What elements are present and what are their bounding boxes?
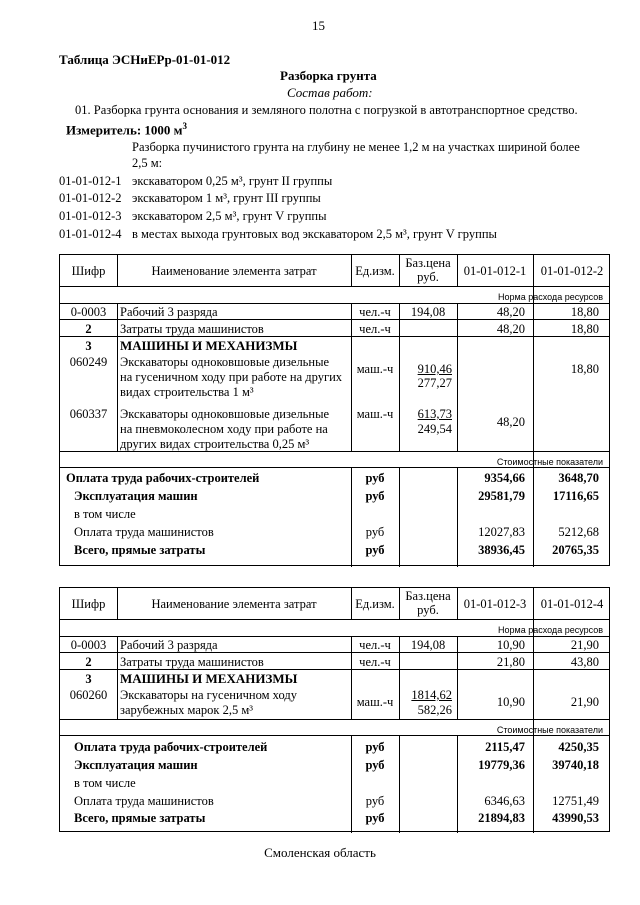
summary-unit: руб xyxy=(365,543,385,557)
resource-table-1 xyxy=(59,254,610,566)
row-value-1: 48,20 xyxy=(496,305,525,319)
row-code: 060260 xyxy=(69,688,108,702)
header-col-1: 01-01-012-3 xyxy=(463,597,527,611)
summary-value-2: 3648,70 xyxy=(558,471,599,485)
row-unit: маш.-ч xyxy=(356,362,394,376)
row-price: 194,08 xyxy=(410,305,446,319)
summary-label: Оплата труда рабочих-строителей xyxy=(74,740,268,754)
meter xyxy=(66,121,187,138)
header-price-l2: руб. xyxy=(417,270,439,284)
header-code: Шифр xyxy=(71,597,106,611)
row-name-line: на пневмоколесном ходу при работе на xyxy=(120,422,328,436)
row-unit: чел.-ч xyxy=(359,305,391,319)
summary-value-2: 39740,18 xyxy=(552,758,599,772)
summary-value-2: 5212,68 xyxy=(558,525,599,539)
row-price-bottom: 582,26 xyxy=(417,703,452,717)
summary-unit: руб xyxy=(365,525,385,539)
row-value-1: 10,90 xyxy=(496,695,525,709)
row-name-line: зарубежных марок 2,5 м³ xyxy=(120,703,253,717)
summary-label: в том числе xyxy=(74,507,136,521)
row-value-2: 18,80 xyxy=(570,362,599,376)
summary-value-2: 20765,35 xyxy=(552,543,599,557)
page-number: 15 xyxy=(312,18,325,33)
summary-label: Эксплуатация машин xyxy=(74,489,198,503)
summary-label: Оплата труда машинистов xyxy=(74,794,214,808)
summary-value-2: 4250,35 xyxy=(558,740,599,754)
meter-text: Измеритель: 1000 м xyxy=(66,122,183,138)
norm-label: Норма расхода ресурсов xyxy=(498,625,603,635)
header-price-l1: Баз.цена xyxy=(405,256,451,270)
header-unit: Ед.изм. xyxy=(355,264,395,278)
summary-value-2: 12751,49 xyxy=(552,794,599,808)
row-name-line: Экскаваторы одноковшовые дизельные xyxy=(120,355,330,369)
row-name: Затраты труда машинистов xyxy=(120,655,264,669)
summary-label: Оплата труда машинистов xyxy=(74,525,214,539)
row-name: Рабочий 3 разряда xyxy=(120,638,218,652)
variant-code: 01-01-012-2 xyxy=(59,191,122,205)
variant-text: экскаватором 1 м³, грунт III группы xyxy=(132,191,321,205)
row-code: 060249 xyxy=(69,355,108,369)
summary-value-1: 21894,83 xyxy=(478,811,525,825)
variant-text: экскаватором 2,5 м³, грунт V группы xyxy=(132,209,327,223)
summary-unit: руб xyxy=(365,811,385,825)
row-price-top: 613,73 xyxy=(417,407,452,421)
row-name: МАШИНЫ И МЕХАНИЗМЫ xyxy=(120,671,298,686)
row-name: Затраты труда машинистов xyxy=(120,322,264,336)
summary-value-1: 29581,79 xyxy=(478,489,525,503)
header-name: Наименование элемента затрат xyxy=(151,264,317,278)
cost-label: Стоимостные показатели xyxy=(496,457,603,467)
row-code: 2 xyxy=(85,655,92,669)
row-code: 0-0003 xyxy=(70,638,107,652)
summary-value-1: 9354,66 xyxy=(484,471,525,485)
row-name-line: на гусеничном ходу при работе на других xyxy=(120,370,343,384)
header-price-l1: Баз.цена xyxy=(405,589,451,603)
row-price-top: 910,46 xyxy=(417,362,452,376)
row-unit: чел.-ч xyxy=(359,322,391,336)
summary-label: Всего, прямые затраты xyxy=(74,811,206,825)
summary-value-1: 6346,63 xyxy=(484,794,525,808)
header-col-2: 01-01-012-2 xyxy=(540,264,604,278)
work-item: 01. Разборка грунта основания и земляного полотна с погрузкой в автотранспортное средство. xyxy=(75,103,578,117)
row-unit: чел.-ч xyxy=(359,655,391,669)
row-name-line: видах строительства 1 м³ xyxy=(120,385,254,399)
summary-unit: руб xyxy=(365,758,385,772)
summary-label: в том числе xyxy=(74,776,136,790)
row-value-1: 10,90 xyxy=(496,638,525,652)
header-name: Наименование элемента затрат xyxy=(151,597,317,611)
row-value-2: 18,80 xyxy=(570,305,599,319)
cost-label: Стоимостные показатели xyxy=(496,725,603,735)
variant-text: экскаватором 0,25 м³, грунт II группы xyxy=(132,174,333,188)
summary-value-2: 17116,65 xyxy=(552,489,599,503)
row-code: 0-0003 xyxy=(70,305,107,319)
summary-value-1: 2115,47 xyxy=(485,740,525,754)
row-code: 3 xyxy=(85,339,92,353)
summary-unit: руб xyxy=(365,740,385,754)
row-price-top: 1814,62 xyxy=(411,688,452,702)
row-code: 3 xyxy=(85,672,92,686)
description-line-1: Разборка пучинистого грунта на глубину не менее 1,2 м на участках шириной более xyxy=(132,140,580,154)
resource-table-2 xyxy=(59,587,610,832)
variant-text: в местах выхода грунтовых вод экскаватором 2,5 м³, грунт V группы xyxy=(132,227,497,241)
row-value-1: 21,80 xyxy=(496,655,525,669)
row-price-bottom: 277,27 xyxy=(417,376,452,390)
row-name: Рабочий 3 разряда xyxy=(120,305,218,319)
row-name-line: Экскаваторы на гусеничном ходу xyxy=(120,688,297,702)
table-title: Таблица ЭСНиЕРр-01-01-012 xyxy=(59,52,231,67)
row-price-bottom: 249,54 xyxy=(417,422,452,436)
row-code: 2 xyxy=(85,322,92,336)
header-code: Шифр xyxy=(71,264,106,278)
row-code: 060337 xyxy=(69,407,108,421)
row-value-2: 18,80 xyxy=(570,322,599,336)
summary-unit: руб xyxy=(365,794,385,808)
variant-code: 01-01-012-4 xyxy=(59,227,122,241)
header-price-l2: руб. xyxy=(417,603,439,617)
header-col-2: 01-01-012-4 xyxy=(540,597,604,611)
summary-value-1: 12027,83 xyxy=(478,525,525,539)
variant-code: 01-01-012-1 xyxy=(59,174,122,188)
row-name: МАШИНЫ И МЕХАНИЗМЫ xyxy=(120,338,298,353)
norm-label: Норма расхода ресурсов xyxy=(498,292,603,302)
row-unit: маш.-ч xyxy=(356,695,394,709)
row-value-1: 48,20 xyxy=(496,322,525,336)
summary-unit: руб xyxy=(365,471,385,485)
summary-unit: руб xyxy=(365,489,385,503)
summary-label: Всего, прямые затраты xyxy=(74,543,206,557)
row-value-2: 21,90 xyxy=(570,638,599,652)
meter-sup: 3 xyxy=(182,121,188,131)
footer-region: Смоленская область xyxy=(264,845,376,860)
row-value-2: 43,80 xyxy=(570,655,599,669)
summary-value-1: 19779,36 xyxy=(478,758,525,772)
composition-heading: Состав работ: xyxy=(287,85,373,100)
row-name-line: Экскаваторы одноковшовые дизельные xyxy=(120,407,330,421)
row-value-1: 48,20 xyxy=(496,415,525,429)
row-value-2: 21,90 xyxy=(570,695,599,709)
summary-label: Эксплуатация машин xyxy=(74,758,198,772)
header-col-1: 01-01-012-1 xyxy=(463,264,527,278)
summary-label: Оплата труда рабочих-строителей xyxy=(66,471,260,485)
section-title: Разборка грунта xyxy=(280,68,377,83)
row-unit: чел.-ч xyxy=(359,638,391,652)
row-price: 194,08 xyxy=(410,638,446,652)
variant-code: 01-01-012-3 xyxy=(59,209,122,223)
row-unit: маш.-ч xyxy=(356,407,394,421)
header-unit: Ед.изм. xyxy=(355,597,395,611)
description-line-2: 2,5 м: xyxy=(132,156,163,170)
summary-value-2: 43990,53 xyxy=(552,811,599,825)
summary-value-1: 38936,45 xyxy=(478,543,525,557)
row-name-line: других видах строительства 0,25 м³ xyxy=(120,437,310,451)
